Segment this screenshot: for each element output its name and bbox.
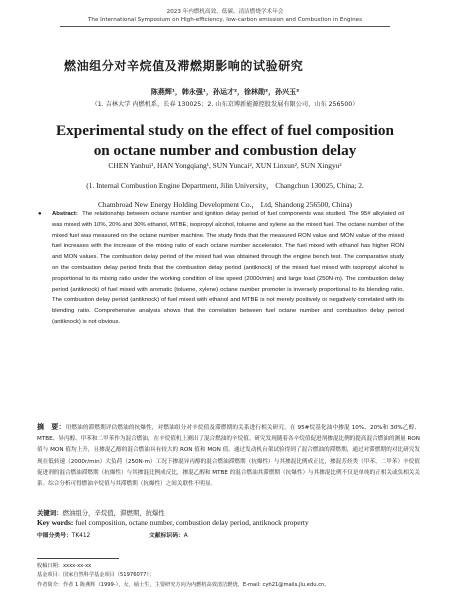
abstract-label: Abstract: xyxy=(52,211,78,217)
chinese-affiliation: （1. 吉林大学 内燃机系，长春 130025；2. 山东京博新能源控股发展有限公司，山东 256500） xyxy=(91,101,359,108)
document-code-label: 文献标识码： xyxy=(149,533,184,539)
chinese-abstract-label: 摘 要： xyxy=(37,423,66,431)
footnote-divider xyxy=(37,558,119,559)
bullet-icon: ● xyxy=(38,211,42,217)
header-divider xyxy=(60,26,390,27)
english-title xyxy=(0,121,450,161)
clc-value: TK412 xyxy=(71,533,91,539)
footnote-fund: 基金项目：国家自然科学基金项目（51976077）； xyxy=(37,572,155,579)
english-title-line-2: on octane number and combustion delay xyxy=(93,142,357,159)
header-line-english: The International Symposium on High-efficiency, low-carbon emission and Combustion in Engines xyxy=(87,17,362,23)
footnote-author: 作者简介：作者 1 陈燕辉（1999-），女，硕士生，主要研究方向为内燃机高效清洁燃烧，E-mail: cyh21@mails.jlu.edu.cn。 xyxy=(37,581,330,588)
chinese-title: 燃油组分对辛烷值及滞燃期影响的试验研究 xyxy=(64,59,304,73)
english-keywords-text: fuel composition, octane number, combustion delay period, antiknock property xyxy=(75,518,309,527)
chinese-abstract-text: 用燃油的滞燃期评估燃油的抗爆性，对燃油组分对辛烷值及滞燃期的关系进行相关研究。在 95#烷基化油中掺混 10%、20%和 30%乙醇、MTBE、异丙醇、甲苯和二甲苯作为混合燃油，在辛烷值机上测出了混合燃油的辛烷值。研究发现随着各辛烷值促进剂掺混比例的提高混合燃油的测量 RON 值与 MON 值均上升，且掺混乙醇的混合燃油具有较大的 RON 值和 MON 值。通过发动机台架试验得到了混合燃油的滞燃期，通过对滞燃期的对比研究发现在低转速（2000r/min）大负荷（250N·m）工况下掺混异丙醇的混合燃油滞燃期（抗爆性）与其掺混比例成正比，掺混芳烃类（甲苯、二甲苯）辛烷值促进剂的混合燃油滞燃期（抗爆性）与其掺混比例成反比，掺混乙醇和 MTBE 的混合燃油其滞燃期（抗爆性）与其掺混比例不仅是单纯的正相关或负相关关系。综合分析可得燃油辛烷值与其滞燃期（抗爆性）之间关联性不明显。 xyxy=(37,425,420,488)
english-affiliation-line-2: Chambroad New Energy Holding Development Co.， Ltd, Shandong 256500, China) xyxy=(98,200,352,209)
chinese-abstract xyxy=(37,422,420,490)
english-keywords-label: Key words: xyxy=(37,518,74,527)
clc-label: 中图分类号： xyxy=(37,533,72,539)
english-title-line-1: Experimental study on the effect of fuel composition xyxy=(56,122,394,139)
classification-line xyxy=(37,530,417,539)
chinese-authors: 陈燕辉¹，韩永强¹，孙运才²，徐林勋²，孙兴玉² xyxy=(150,88,300,96)
document-code-entry xyxy=(149,530,188,539)
english-keywords xyxy=(37,518,309,527)
english-authors: CHEN Yanhui¹, HAN Yongqiang¹, SUN Yuncai², XUN Linxun², SUN Xingyu² xyxy=(108,161,342,170)
clc-entry xyxy=(37,533,90,539)
footnotes xyxy=(37,562,427,590)
english-abstract xyxy=(38,209,404,328)
header-line-chinese: 2023 年内燃机高效、低碳、清洁燃烧学术年会 xyxy=(166,9,284,15)
chinese-keywords-text: 燃油组分，辛烷值，滞燃期，抗爆性 xyxy=(62,509,165,517)
abstract-text: The relationship between octane number and ignition delay period of fuel components was studied. The 95# alkylated oil was mixed with 10%, 20% and 30% ethanol, MTBE, isopropyl alcohol, toluene and xylene as the mixed fuel. The octane number of the mixed fuel was measured on the octane number machine. The study finds that the measured RON value and MON value of the mixed fuel increases with the increase of the mixing ratio of each octane number accelerator. The fuel mixed with ethanol has higher RON and MON values. The combustion delay period of the mixed fuel was obtained through the engine bench test. The comparative study on the combustion delay period finds that the combustion delay period (antiknock) of the mixed fuel mixed with isopropyl alcohol is proportional to its mixing ratio under the working condition of low speed (2000r/min) and large load (250N·m). The combustion delay period (antiknock) of fuel mixed with aromatic (toluene, xylene) octane number promoter is inversely proportional to its blending ratio. The combustion delay period (antiknock) of fuel mixed with ethanol and MTBE is not merely positively or negatively correlated with its blending ratio. Comprehensive analysis shows that the correlation between fuel octane number and combustion delay period (antiknock) is not obvious. xyxy=(52,211,404,325)
english-affiliation-line-1: (1. Internal Combustion Engine Department, Jilin University， Changchun 130025, China; 2. xyxy=(86,181,364,190)
running-header xyxy=(0,8,450,24)
chinese-keywords xyxy=(37,508,165,517)
document-code-value: A xyxy=(183,533,188,539)
footnote-received: 收稿日期：xxxx-xx-xx xyxy=(37,563,92,569)
chinese-keywords-label: 关键词： xyxy=(37,509,63,517)
